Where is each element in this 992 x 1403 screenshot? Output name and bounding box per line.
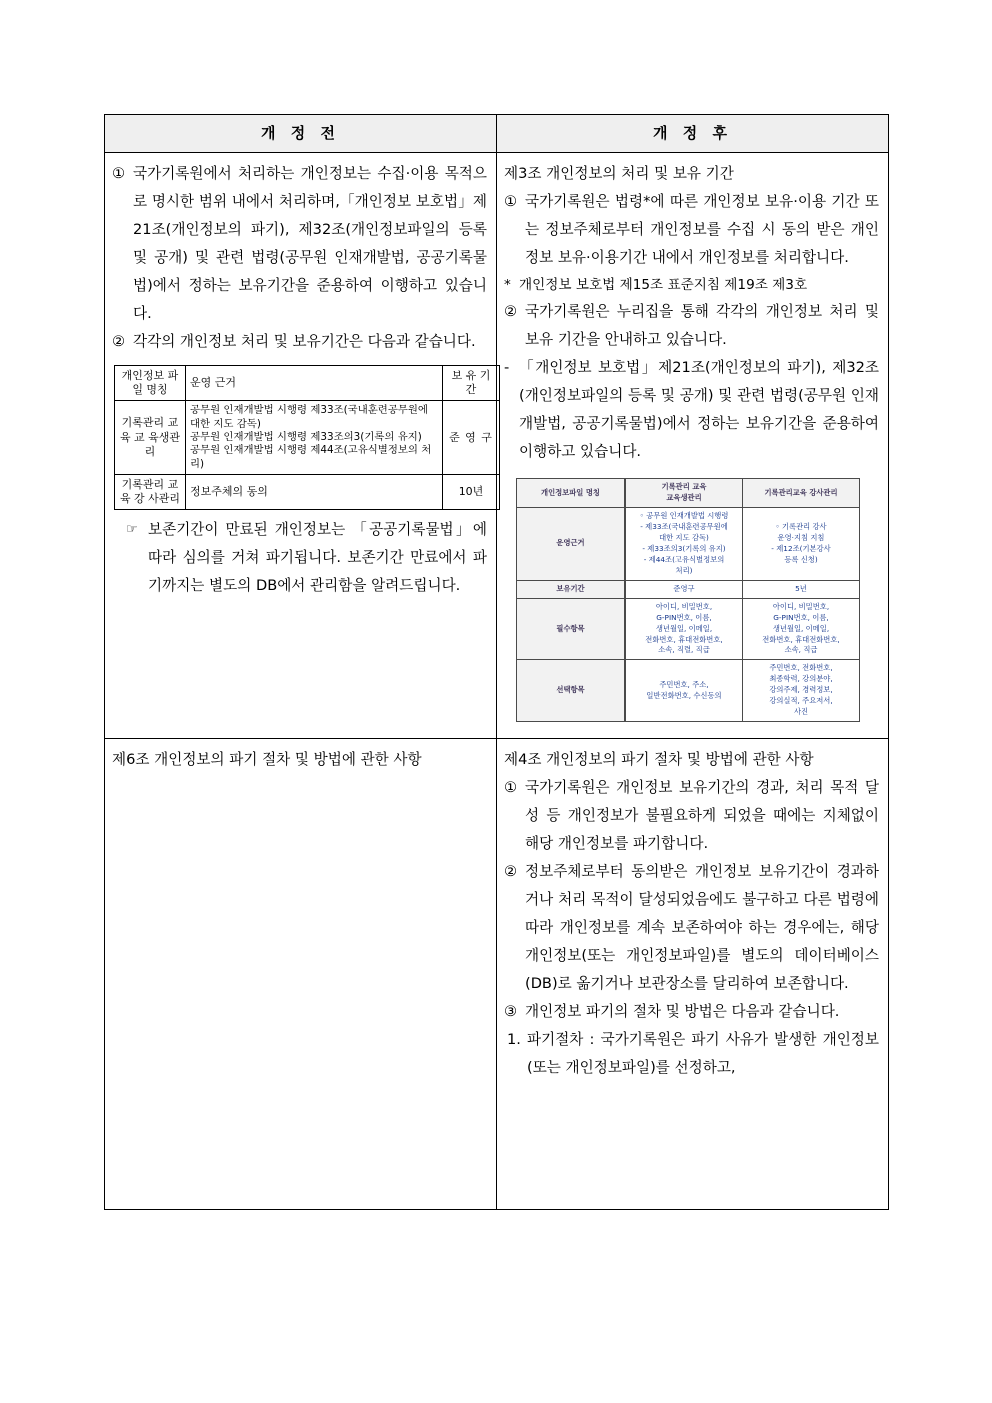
section-2-row xyxy=(105,739,889,1210)
before-body-2 xyxy=(105,739,496,784)
cell-basis-col2 xyxy=(743,508,860,581)
item-text: 국가기록원은 개인정보 보유기간의 경과, 처리 목적 달성 등 개인정보가 불필요하게 되었을 때에는 지체없이 해당 개인정보를 파기합니다. xyxy=(525,779,879,853)
basis-line: 운영·지침 지침 xyxy=(777,533,825,542)
item-marker-circle-1: ① xyxy=(504,193,518,211)
field-line: 아이디, 비밀번호, xyxy=(655,601,713,611)
row-label-basis: 운영근거 xyxy=(517,508,626,581)
section-1-before-cell xyxy=(105,153,497,739)
section-2-before-cell xyxy=(105,739,497,1210)
after-section-title-2: 제4조 개인정보의 파기 절차 및 방법에 관한 사항 xyxy=(504,751,814,769)
dash-marker: - xyxy=(504,359,510,377)
field-line: 생년월일, 이메일, xyxy=(655,623,713,633)
col-header-file-name: 개인정보파일 명칭 xyxy=(517,479,626,508)
field-line: 소속, 직급 xyxy=(784,645,818,655)
field-line: 아이디, 비밀번호, xyxy=(772,601,830,611)
basis-line: - 제12조(기본강사 xyxy=(771,543,831,553)
before-section-title-2: 제6조 개인정보의 파기 절차 및 방법에 관한 사항 xyxy=(112,751,422,769)
item-marker-circle-1: ① xyxy=(504,779,518,797)
after-item-dash xyxy=(504,354,879,466)
item-text: 국가기록원은 누리집을 통해 각각의 개인정보 처리 및 보유 기간을 안내하고 있습니다. xyxy=(525,303,879,349)
table-header-row xyxy=(105,115,889,153)
after-body xyxy=(497,153,888,738)
item-text: 각각의 개인정보 처리 및 보유기간은 다음과 같습니다. xyxy=(133,333,476,351)
basis-line: ◦ 공무원 인재개발법 시행령 xyxy=(639,511,729,521)
col-header-1: 기록관리 교육 교육생관리 xyxy=(625,479,743,508)
personal-info-file-table xyxy=(516,478,860,722)
table-head-row xyxy=(115,366,500,401)
basis-line: 처리) xyxy=(675,565,693,575)
col-header-basis: 운영 근거 xyxy=(186,366,443,401)
after-section-title: 제3조 개인정보의 처리 및 보유 기간 xyxy=(504,165,734,182)
before-note xyxy=(112,516,487,600)
field-line: 전화번호, 휴대전화번호, xyxy=(645,634,723,644)
basis-line: - 제33조(국내훈련공무원에 xyxy=(640,522,728,532)
basis-line: - 제33조의3(기록의 유지) xyxy=(642,543,726,553)
cell-term-col2: 5년 xyxy=(743,580,860,598)
field-line: 주민번호, 주소, xyxy=(659,679,709,689)
row-label-optional: 선택항목 xyxy=(517,660,626,722)
field-line: 생년월일, 이메일, xyxy=(772,623,830,633)
field-line: 일반전화번호, 수신동의 xyxy=(646,690,722,700)
cell-optional-col2 xyxy=(743,660,860,722)
col-header-2: 기록관리교육 강사관리 xyxy=(743,479,860,508)
cell-file-name: 기록관리 교육 교 육생관리 xyxy=(115,401,186,475)
cell-file-name: 기록관리 교육 강 사관리 xyxy=(115,474,186,509)
cell-basis: 정보주체의 동의 xyxy=(186,474,443,509)
after-body-2 xyxy=(497,739,888,1092)
table-row xyxy=(115,474,500,509)
cell-basis xyxy=(186,401,443,475)
header-after: 개 정 후 xyxy=(497,115,889,153)
row-label-term: 보유기간 xyxy=(517,580,626,598)
item-marker-circle-3: ③ xyxy=(504,1003,518,1021)
item-text: 정보주체로부터 동의받은 개인정보 보유기간이 경과하거나 처리 목적이 달성되었음에도 불구하고 다른 법령에 따라 개인정보를 계속 보존하여야 하는 경우에는, 해당 개인정보(또는 개인정보파일)를 별도의 데이터베이스(DB)로 옮기거나 보관장소를 달리하여 보존합니다. xyxy=(525,863,879,993)
col-header-term: 보 유 기간 xyxy=(443,366,500,401)
cell-term: 준 영 구 xyxy=(443,401,500,475)
after2-item-numbered-1 xyxy=(504,1026,879,1082)
before-item-1 xyxy=(112,160,487,328)
item-text: 국가기록원에서 처리하는 개인정보는 수집·이용 목적으로 명시한 범위 내에서 처리하며,「개인정보 보호법」제21조(개인정보의 파기), 제32조(개인정보파일의 등록 및 공개) 및 관련 법령(공무원 인재개발법, 공공기록물법)에서 정하는 보유기간을 준용하여 이행하고 있습니다. xyxy=(133,165,487,323)
before-body xyxy=(105,153,496,610)
after2-item-1 xyxy=(504,774,879,858)
item-text: 「개인정보 보호법」제21조(개인정보의 파기), 제32조(개인정보파일의 등록 및 공개) 및 관련 법령(공무원 인재개발법, 공공기록물법)에서 정하는 보유기간을 준용하여 이행하고 있습니다. xyxy=(519,359,879,461)
cell-basis-col1 xyxy=(625,508,743,581)
item-text: 개인정보 보호법 제15조 표준지침 제19조 제3호 xyxy=(519,277,808,294)
basis-line: 등록 신청) xyxy=(784,554,818,564)
header-before: 개 정 전 xyxy=(105,115,497,153)
field-line: 최종학력, 강의분야, xyxy=(769,674,833,684)
item-marker-number-1: 1. xyxy=(507,1031,521,1049)
cell-required-col1 xyxy=(625,598,743,660)
field-line: G-PIN번호, 이름, xyxy=(656,612,712,622)
section-1-row xyxy=(105,153,889,739)
after-item-2 xyxy=(504,298,879,354)
after-item-footnote xyxy=(504,272,879,298)
col-header-file-name: 개인정보 파일 명칭 xyxy=(115,366,186,401)
cell-required-col2 xyxy=(743,598,860,660)
after2-item-3 xyxy=(504,998,879,1026)
field-line: 주민번호, 전화번호, xyxy=(769,663,833,673)
after-item-1 xyxy=(504,188,879,272)
basis-line: ◦ 기록관리 강사 xyxy=(775,522,827,532)
cell-term-col1: 준영구 xyxy=(625,580,743,598)
cell-term: 10년 xyxy=(443,474,500,509)
table-row-basis xyxy=(517,508,860,581)
row-label-required: 필수항목 xyxy=(517,598,626,660)
cell-optional-col1 xyxy=(625,660,743,722)
item-marker-circle-2: ② xyxy=(504,303,518,321)
basis-line: 공무원 인재개발법 시행령 제44조(고유식별정보의 처리) xyxy=(190,444,432,470)
field-line: G-PIN번호, 이름, xyxy=(773,612,829,622)
item-marker-circle-1: ① xyxy=(112,165,126,182)
basis-line: 공무원 인재개발법 시행령 제33조(국내훈련공무원에 대한 지도 감독) xyxy=(190,404,428,430)
item-marker-circle-2: ② xyxy=(504,863,518,881)
table-row xyxy=(115,401,500,475)
table-head-row xyxy=(517,479,860,508)
after2-item-2 xyxy=(504,858,879,998)
section-2-after-cell xyxy=(497,739,889,1210)
table-row-term xyxy=(517,580,860,598)
basis-line: 대한 지도 감독) xyxy=(659,533,709,542)
section-1-after-cell xyxy=(497,153,889,739)
revision-comparison-table xyxy=(104,114,889,1210)
basis-line: - 제44조(고유식별정보의 xyxy=(643,554,725,564)
before-item-2 xyxy=(112,328,487,356)
item-text: 국가기록원은 법령*에 따른 개인정보 보유·이용 기간 또는 정보주체로부터 개인정보를 수집 시 동의 받은 개인정보 보유·이용기간 내에서 개인정보를 처리합니다. xyxy=(525,193,879,267)
asterisk-marker: * xyxy=(504,277,511,294)
field-line: 소속, 직렬, 직급 xyxy=(658,645,710,655)
field-line: 전화번호, 휴대전화번호, xyxy=(762,634,840,644)
item-text: 파기절차 : 국가기록원은 파기 사유가 발생한 개인정보(또는 개인정보파일)를 선정하고, xyxy=(527,1031,879,1077)
basis-line: 공무원 인재개발법 시행령 제33조의3(기록의 유지) xyxy=(190,430,422,443)
pointing-hand-icon: ☞ xyxy=(126,521,138,537)
table-row-optional xyxy=(517,660,860,722)
item-text: 개인정보 파기의 절차 및 방법은 다음과 같습니다. xyxy=(525,1003,840,1021)
note-text: 보존기간이 만료된 개인정보는 「공공기록물법」에 따라 심의를 거쳐 파기됩니다. 보존기간 만료에서 파기까지는 별도의 DB에서 관리함을 알려드립니다. xyxy=(148,520,487,595)
retention-basis-table xyxy=(114,365,500,510)
field-line: 강의실적, 주요저서, xyxy=(769,696,833,706)
table-row-required xyxy=(517,598,860,660)
field-line: 사진 xyxy=(793,707,809,717)
item-marker-circle-2: ② xyxy=(112,333,126,351)
field-line: 강의주제, 경력정보, xyxy=(769,685,833,695)
